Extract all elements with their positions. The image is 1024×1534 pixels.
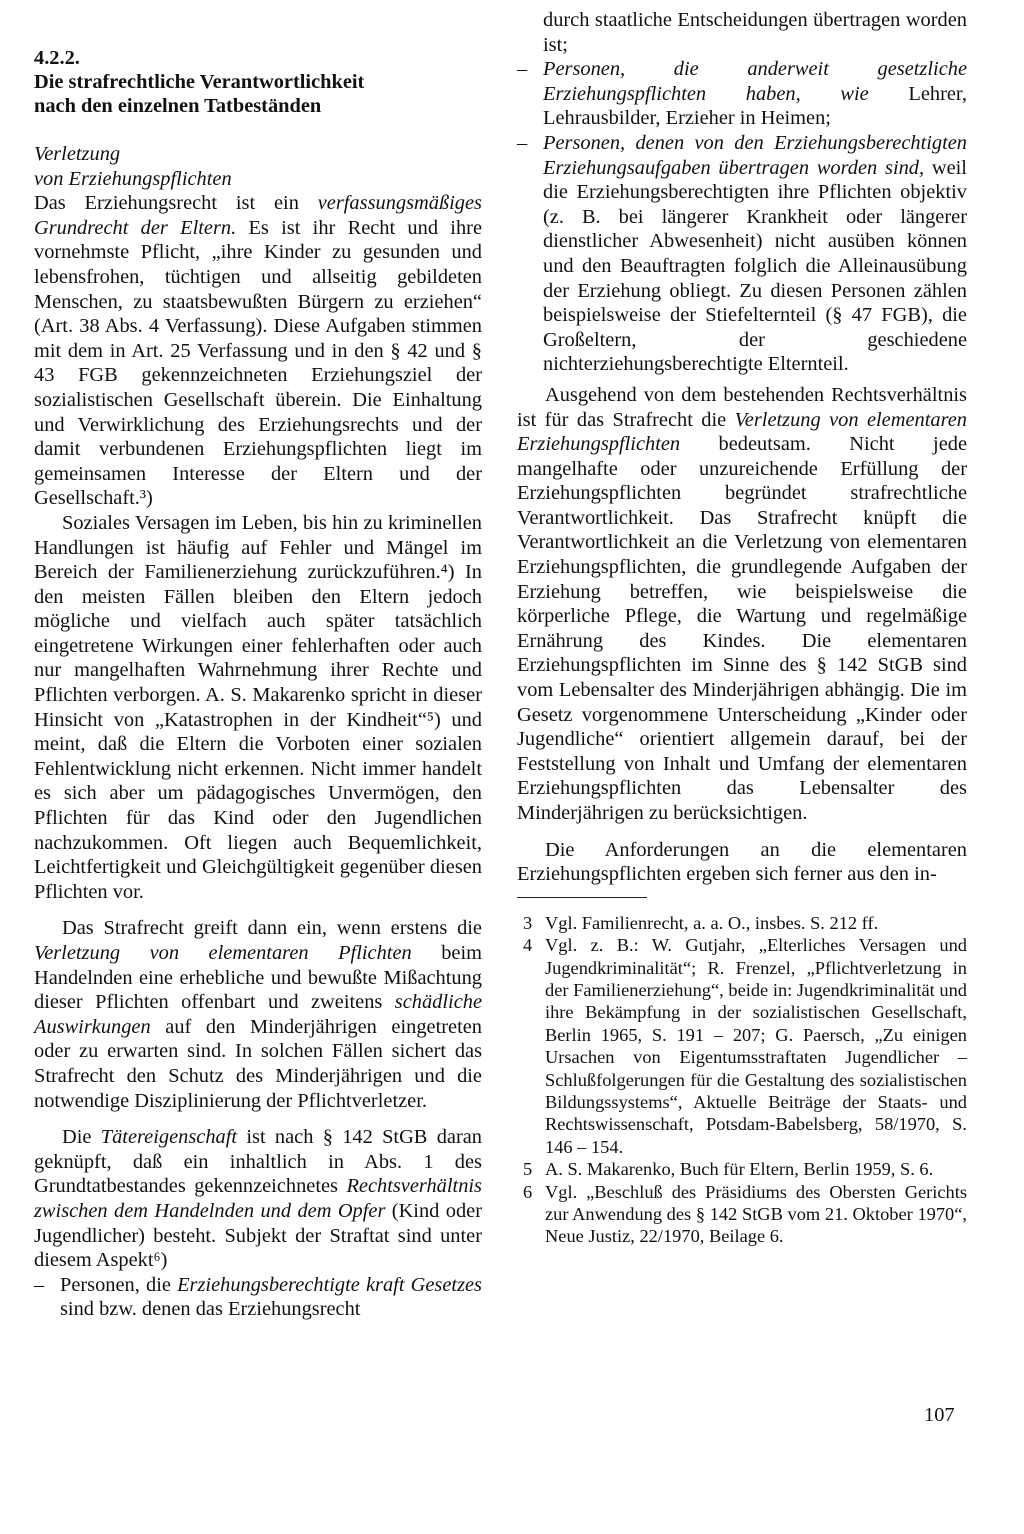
text-run: Lehrer, Lehrausbilder, Erzieher in Heimen; (543, 82, 967, 130)
page-number: 107 (924, 1404, 955, 1426)
text-run: auf den Minderjährigen eingetreten oder zu erwarten sind. In solchen Fällen sichert das Strafrecht den Schutz des Minderjährigen und die notwendige Disziplinierung der Pflichtverletzer. (34, 1015, 482, 1112)
text-run: Die (62, 1126, 101, 1149)
subject-list-start (34, 1273, 482, 1322)
subheading-line-1: Verletzung (34, 143, 121, 165)
paragraph-1 (34, 191, 482, 511)
footnote-item (517, 934, 967, 1158)
footnote-text: Vgl. „Beschluß des Präsidiums des Obersten Gerichts zur Anwendung des § 142 StGB vom 21. Oktober 1970“, Neue Justiz, 22/1970, Beilage 6. (545, 1181, 967, 1247)
footnote-number: 5 (523, 1159, 533, 1180)
section-title-line-2: nach den einzelnen Tatbeständen (34, 95, 322, 117)
emphasis: Verletzung von elementaren Erziehungspflichten (517, 408, 967, 456)
footnote-text: Vgl. z. B.: W. Gutjahr, „Elterliches Versagen und Jugendkriminalität“; R. Frenzel, „Pflichtverletzung in der Familienerziehung“, beide in: Jugendkriminalität und ihre Bekämpfung in der sozialistischen Gesellschaft, Berlin 1965, S. 191 – 207; G. Paersch, „Zu einigen Ursachen von Eigentumsstraftaten Jugendlicher – Schlußfolgerungen für die Gestaltung des sozialistischen Bildungssystems“, Aktuelle Beiträge der Staats- und Rechtswissenschaft, Potsdam-Babelsberg, 58/1970, S. 146 – 154. (545, 935, 967, 1157)
text-run: weil die Erziehungsberechtigten ihre Pflichten objektiv (z. B. bei längerer Krankheit oder längerer dienstlicher Abwesenheit) nicht ausüben können und den Beauftragten folglich die Alleinausübung der Erziehung obliegt. Zu diesen Personen zählen beispielsweise der Stiefelternteil (§ 47 FGB), die Großeltern, der geschiedene nichterziehungsberechtigte Elternteil. (543, 156, 967, 376)
paragraph-5 (517, 383, 967, 826)
text-run: Das Strafrecht greift dann ein, wenn erstens die (62, 917, 482, 940)
footnote-item (517, 1158, 967, 1180)
footnote-text: A. S. Makarenko, Buch für Eltern, Berlin 1959, S. 6. (545, 1159, 934, 1180)
section-number: 4.2.2. (34, 47, 80, 69)
text-run: beim Handelnden eine erhebliche und bewußte Mißachtung dieser Pflichten offenbart und zweitens (34, 942, 482, 1014)
footnotes (517, 912, 967, 1248)
list-item (34, 1273, 482, 1322)
text-run: ist nach § 142 StGB daran geknüpft, daß ein inhaltlich in Abs. 1 des Grundtatbestandes gekennzeichnetes (34, 1126, 482, 1198)
emphasis: Personen, denen von den Erziehungsberechtigten Erziehungsaufgaben übertragen worden sind, (543, 131, 967, 179)
section-title-line-1: Die strafrechtliche Verantwortlichkeit (34, 71, 365, 93)
subheading-line-2: von Erziehungspflichten (34, 167, 232, 190)
footnote-number: 6 (523, 1181, 533, 1202)
subject-list-continued (517, 57, 967, 377)
paragraph-3 (34, 916, 482, 1113)
paragraph-4 (34, 1125, 482, 1273)
paragraph-2: Soziales Versagen im Leben, bis hin zu kriminellen Handlungen ist häufig auf Fehler und Mängel im Bereich der Familienerziehung zurückzuführen.⁴) In den meisten Fällen bleiben den Eltern jedoch mögliche und vielfach auch später tatsächlich eingetretene Wirkungen einer fehlerhaften oder auch nur mangelhaften Wahrnehmung ihrer Rechte und Pflichten verborgen. A. S. Makarenko spricht in dieser Hinsicht von „Katastrophen in der Kindheit“⁵) und meint, daß die Eltern die Vorboten einer sozialen Fehlentwicklung nicht erkennen. Nicht immer handelt es sich aber um pädagogisches Unvermögen, den Pflichten für das Kind oder den Jugendlichen nachzukommen. Oft liegen auch Bequemlichkeit, Leichtfertigkeit und Gleichgültigkeit gegenüber diesen Pflichten vor. (34, 511, 482, 903)
emphasis: Erziehungsberechtigte kraft Gesetzes (177, 1273, 482, 1296)
emphasis: verfassungsmäßiges Grundrecht der Eltern. (34, 192, 482, 239)
text-run: Das Erziehungsrecht ist ein (34, 192, 318, 215)
list-item (517, 57, 967, 131)
emphasis: Personen, die anderweit gesetzliche Erziehungspflichten haben, wie (543, 58, 967, 105)
paragraph-6: Die Anforderungen an die elementaren Erziehungspflichten ergeben sich ferner aus den in- (517, 838, 967, 886)
footnote-item (517, 912, 967, 934)
list-item-continuation: durch staatliche Entscheidungen übertragen worden ist; (543, 9, 967, 56)
emphasis: schädliche Auswirkungen (34, 991, 482, 1038)
text-run: Ausgehend von dem bestehenden Rechtsverhältnis ist für das Strafrecht die (517, 383, 967, 431)
right-column (517, 8, 967, 1248)
text-run: sind bzw. denen das Erziehungsrecht (60, 1298, 361, 1321)
left-column (34, 46, 482, 1322)
footnote-text: Vgl. Familienrecht, a. a. O., insbes. S. 212 ff. (545, 912, 879, 933)
footnote-item (517, 1181, 967, 1248)
emphasis: Tätereigenschaft (100, 1126, 238, 1149)
text-run: Es ist ihr Recht und ihre vornehmste Pflicht, „ihre Kinder zu gesunden und lebensfrohen, tüchtigen und allseitig gebildeten Menschen, zu staatsbewußten Bürgern zu erziehen“ (Art. 38 Abs. 4 Verfassung). Diese Aufgaben stimmen mit dem in Art. 25 Verfassung und in den § 42 und § 43 FGB gekennzeichneten Erziehungsziel der sozialistischen Gesellschaft überein. Die Einhaltung und Verwirklichung des Erziehungsrechts und der damit verbundenen Erziehungspflichten liegt im gemeinsamen Interesse der Eltern und der Gesellschaft.³) (34, 216, 482, 510)
footnote-number: 3 (523, 912, 533, 933)
text-run: Personen, die (60, 1273, 178, 1296)
text-run: bedeutsam. Nicht jede mangelhafte oder unzureichende Erfüllung der Erziehungspflichten begründet strafrechtliche Verantwortlichkeit. Das Strafrecht knüpft die Verantwortlichkeit an die Verletzung von elementaren Erziehungspflichten, die grundlegende Aufgaben der Erziehung betreffen, wie beispielsweise die körperliche Pflege, die Wartung und regelmäßige Ernährung des Kindes. Die elementaren Erziehungspflichten im Sinne des § 142 StGB sind vom Lebensalter des Minderjährigen abhängig. Die im Gesetz vorgenommene Unterscheidung „Kinder oder Jugendliche“ orientiert allgemein darauf, bei der Feststellung von Inhalt und Umfang der elementaren Erziehungspflichten das Lebensalter des Minderjährigen zu berücksichtigen. (517, 433, 967, 824)
text-run: (Kind oder Jugendlicher) besteht. Subjekt der Straftat sind unter diesem Aspekt⁶) (34, 1199, 482, 1272)
list-item (517, 131, 967, 377)
emphasis: Rechtsverhältnis zwischen dem Handelnden und dem Opfer (34, 1175, 482, 1222)
emphasis: Verletzung von elementaren Pflichten (34, 942, 412, 964)
footnote-number: 4 (523, 935, 533, 956)
footnote-divider (517, 897, 647, 898)
